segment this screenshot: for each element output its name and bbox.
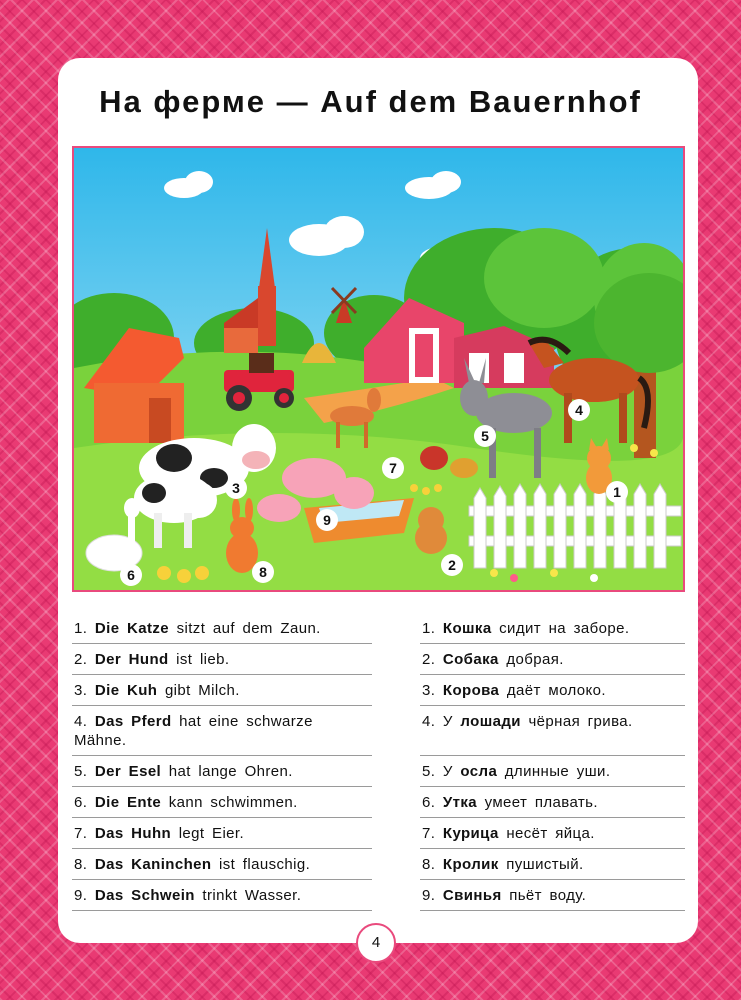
- russian-row: 3. Корова даёт молоко.: [420, 675, 685, 706]
- russian-row: 8. Кролик пушистый.: [420, 849, 685, 880]
- german-sentences: [72, 613, 372, 911]
- svg-text:3: 3: [232, 480, 240, 496]
- marker-5: [474, 425, 496, 447]
- german-row: 1. Die Katze sitzt auf dem Zaun.: [72, 613, 372, 644]
- german-row: 3. Die Kuh gibt Milch.: [72, 675, 372, 706]
- russian-noun: Утка: [442, 794, 478, 811]
- german-row: 9. Das Schwein trinkt Wasser.: [72, 880, 372, 911]
- marker-8: [252, 561, 274, 583]
- svg-text:4: 4: [575, 402, 583, 418]
- german-row: 5. Der Esel hat lange Ohren.: [72, 756, 372, 787]
- german-row: 6. Die Ente kann schwimmen.: [72, 787, 372, 818]
- german-noun: Die Ente: [94, 794, 162, 811]
- german-row: 2. Der Hund ist lieb.: [72, 644, 372, 675]
- german-noun: Der Hund: [94, 651, 169, 668]
- svg-text:9: 9: [323, 512, 331, 528]
- german-noun: Das Kaninchen: [94, 856, 212, 873]
- svg-text:5: 5: [481, 428, 489, 444]
- german-noun: Die Kuh: [94, 682, 158, 699]
- german-noun: Der Esel: [94, 763, 162, 780]
- german-noun: Das Schwein: [94, 887, 195, 904]
- german-row: 4. Das Pferd hat eine schwarze Mähne.: [72, 706, 372, 756]
- russian-noun: Кролик: [442, 856, 499, 873]
- russian-noun: Собака: [442, 651, 499, 668]
- page-number: 4: [356, 923, 396, 963]
- page-title: На ферме — Auf dem Bauernhof: [99, 84, 642, 119]
- russian-noun: лошади: [460, 713, 521, 730]
- russian-noun: Свинья: [442, 887, 502, 904]
- russian-row: 4. У лошади чёрная грива.: [420, 706, 685, 756]
- german-row: 8. Das Kaninchen ist flauschig.: [72, 849, 372, 880]
- svg-text:6: 6: [127, 567, 135, 583]
- russian-row: 1. Кошка сидит на заборе.: [420, 613, 685, 644]
- svg-text:7: 7: [389, 460, 397, 476]
- russian-row: 9. Свинья пьёт воду.: [420, 880, 685, 911]
- marker-6: [120, 564, 142, 586]
- svg-text:8: 8: [259, 564, 267, 580]
- german-row: 7. Das Huhn legt Eier.: [72, 818, 372, 849]
- marker-1: [606, 481, 628, 503]
- marker-3: [225, 477, 247, 499]
- russian-noun: осла: [460, 763, 498, 780]
- german-noun: Das Huhn: [94, 825, 172, 842]
- russian-row: 2. Собака добрая.: [420, 644, 685, 675]
- farm-illustration: [72, 146, 685, 592]
- russian-noun: Кошка: [442, 620, 492, 637]
- marker-4: [568, 399, 590, 421]
- dog: [415, 507, 447, 554]
- svg-text:1: 1: [613, 484, 621, 500]
- russian-row: 5. У осла длинные уши.: [420, 756, 685, 787]
- german-noun: Die Katze: [94, 620, 170, 637]
- russian-sentences: [420, 613, 685, 911]
- russian-noun: Курица: [442, 825, 499, 842]
- marker-7: [382, 457, 404, 479]
- russian-row: 7. Курица несёт яйца.: [420, 818, 685, 849]
- farm-scene: [74, 148, 683, 590]
- marker-9: [316, 509, 338, 531]
- marker-2: [441, 554, 463, 576]
- svg-text:2: 2: [448, 557, 456, 573]
- russian-noun: Корова: [442, 682, 500, 699]
- russian-row: 6. Утка умеет плавать.: [420, 787, 685, 818]
- german-noun: Das Pferd: [94, 713, 172, 730]
